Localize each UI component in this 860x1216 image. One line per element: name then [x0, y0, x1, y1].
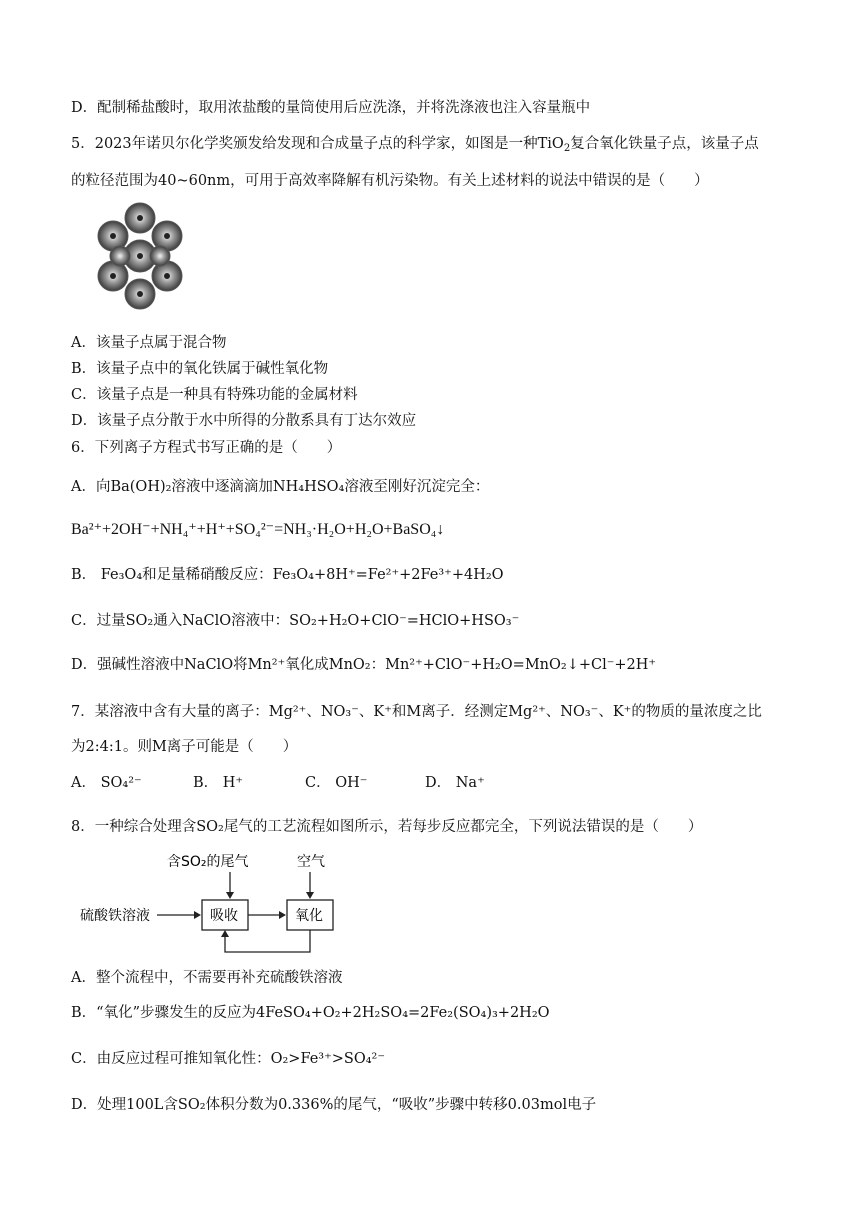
arrowhead-recycle: [221, 930, 229, 937]
box-absorb-label: 吸收: [210, 908, 238, 924]
q6-option-d: D．强碱性溶液中NaClO将Mn²⁺氧化成MnO₂：Mn²⁺+ClO⁻+H₂O=MnO₂↓+Cl⁻+2H⁺: [71, 657, 657, 673]
q5-option-d: D．该量子点分散于水中所得的分散系具有丁达尔效应: [71, 413, 417, 429]
q6-option-c: C．过量SO₂通入NaClO溶液中：SO₂+H₂O+ClO⁻=HClO+HSO₃⁻: [71, 613, 520, 629]
q8-stem: 8．一种综合处理含SO₂尾气的工艺流程如图所示，若每步反应都完全，下列说法错误的是（ ）: [71, 819, 703, 835]
q7-option-b: B． H⁺: [193, 775, 244, 791]
q7-option-c: C． OH⁻: [305, 775, 368, 791]
q7-option-a: A． SO₄²⁻: [71, 775, 142, 791]
q6-stem: 6．下列离子方程式书写正确的是（ ）: [71, 440, 342, 456]
q6-option-b: B． Fe₃O₄和足量稀硝酸反应：Fe₃O₄+8H⁺=Fe²⁺+2Fe³⁺+4H₂O: [71, 567, 504, 583]
q6-option-a-equation: Ba²⁺+2OH⁻+NH₄⁺+H⁺+SO₄²⁻=NH₃·H₂O+H₂O+BaSO₄↓: [71, 521, 445, 538]
q8-option-c: C．由反应过程可推知氧化性：O₂>Fe³⁺>SO₄²⁻: [71, 1051, 386, 1067]
flow-label-tail-gas: 含SO₂的尾气: [167, 854, 249, 870]
q7-option-d: D． Na⁺: [425, 775, 485, 791]
arrowhead-gas: [226, 892, 234, 899]
q8-option-d: D．处理100L含SO₂体积分数为0.336%的尾气，“吸收”步骤中转移0.03mol电子: [71, 1097, 597, 1113]
q5-option-b: B．该量子点中的氧化铁属于碱性氧化物: [71, 361, 329, 377]
q4-option-d: D．配制稀盐酸时，取用浓盐酸的量筒使用后应洗涤，并将洗涤液也注入容量瓶中: [71, 100, 591, 116]
so2-process-flowchart: [75, 848, 375, 963]
q6-option-a: A．向Ba(OH)₂溶液中逐滴滴加NH₄HSO₄溶液至刚好沉淀完全：: [71, 479, 490, 495]
box-oxidize-label: 氧化: [295, 908, 323, 924]
recycle-arrow: [225, 930, 310, 952]
q7-stem-line1: 7．某溶液中含有大量的离子：Mg²⁺、NO₃⁻、K⁺和M离子．经测定Mg²⁺、NO₃⁻、K⁺的物质的量浓度之比: [71, 704, 762, 720]
q5-option-a: A．该量子点属于混合物: [71, 335, 227, 351]
q5-stem-line2: 的粒径范围为40~60nm，可用于高效率降解有机污染物。有关上述材料的说法中错误的是（ ）: [71, 173, 709, 189]
q5-stem-part2: 复合氧化铁量子点，该量子点: [570, 136, 759, 152]
q5-stem-line1: [71, 134, 759, 159]
quantum-dot-image: [85, 200, 195, 312]
arrowhead-mid: [279, 911, 286, 919]
q7-stem-line2: 为2:4:1。则M离子可能是（ ）: [71, 739, 298, 755]
q5-stem-part1: 5．2023年诺贝尔化学奖颁发给发现和合成量子点的科学家，如图是一种TiO: [71, 136, 564, 152]
flow-label-input: 硫酸铁溶液: [80, 908, 150, 924]
flow-label-air: 空气: [297, 854, 325, 870]
arrowhead-input: [194, 911, 201, 919]
arrowhead-air: [306, 892, 314, 899]
q8-option-b: B．“氧化”步骤发生的反应为4FeSO₄+O₂+2H₂SO₄=2Fe₂(SO₄)₃+2H₂O: [71, 1005, 550, 1021]
q5-option-c: C．该量子点是一种具有特殊功能的金属材料: [71, 387, 358, 403]
q8-option-a: A．整个流程中，不需要再补充硫酸铁溶液: [71, 970, 343, 986]
q5-stem-sub: 2: [563, 143, 571, 154]
